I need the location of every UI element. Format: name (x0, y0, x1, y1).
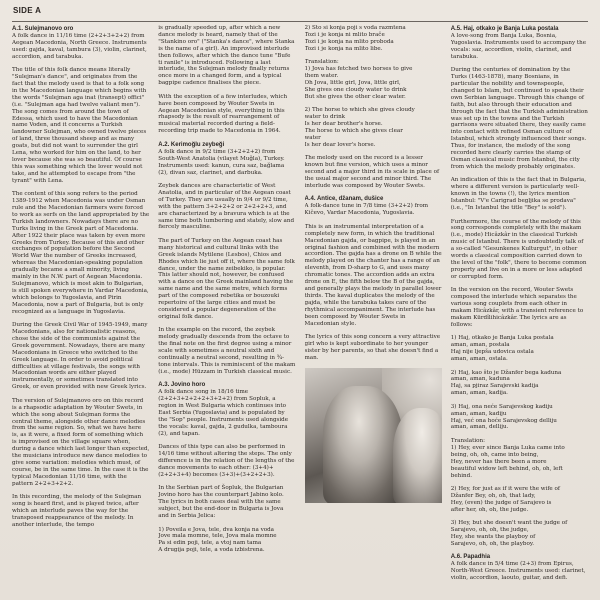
lyric-line: Hey, she wants the playboy of (450, 534, 536, 541)
lyric-line: 3) Haj, ona neće Sarajevskog kadiju (450, 403, 553, 410)
paragraph: In the Serbian part of Šopluk, the Bulgarian Jovino horo has the counterpart Jabino kolo. The lyrics in both cases deal with the same subject, but the end-door in Bulgaria is Jova and in Serbia Jelica: (158, 485, 284, 520)
paragraph: A love-song from Banja Luka, Bosnia, Yugoslavia. Instruments used to accompany the vocals: saz, accordion, violin, clarinet, and tarabuka. (450, 33, 587, 60)
lyric-line: beautiful widow left behind, oh, oh, left (450, 465, 563, 472)
lyric-line: A drugija poji, tele, a voda izbistrena. (158, 547, 265, 554)
paragraph: A folk dance in 9/2 time (3+2+2+2) from South-West Anatolia (vilayet Muğla), Turkey. Instruments used: kanun, cura saz, bağlama (2), divan saz, clarinet, and darbuka. (158, 148, 285, 176)
lyric-line: aman, aman, delliju. (450, 424, 509, 431)
lyric-line: after her, oh, oh, the judge. (450, 506, 529, 513)
lyric-line: water (304, 134, 321, 141)
header-rule (12, 21, 588, 22)
paragraph: The content of this song refers to the period 1389-1912 when Macedonia was under Osman rule and the Macedonian farmers were forced to work as serfs on the land appropriated by the Turkish landowners. Nowadays there are no Turks living in the Greek part of Macedonia. After 1922 their place was taken by even more Greeks from Turkey. Because of this and other exchanges of population before the Second World War the number of Greeks increased, whereas the Macedonian-speaking population gradually became a small minority, living mainly in the N.W. part of Aegean Macedonia. Sulejmanovo, which is most akin to Bulgarian, is still spoken everywhere in Vardar Macedonia, which belongs to Yugoslavia, and Pirin Macedonia, now a part of Bulgaria, but is only recognized as a language in Yugoslavia. (12, 191, 150, 315)
paragraph: A folk dance in 5/4 time (2+3) from Epirus, North-West Greece. Instruments used: clarinet, violin, accordion, laouto, guitar, and defi. (450, 561, 586, 582)
lyrics-verse (305, 66, 442, 101)
text-columns (12, 25, 588, 600)
track-heading-a1: A.1. Sulejmanovo oro (12, 26, 74, 32)
dancers-photo (305, 368, 442, 503)
track-heading-a2: A.2. Kerimoğlu zeybeği (158, 141, 225, 148)
lyric-line: 2) The horse to which she gives cloudy (304, 107, 415, 114)
paragraph: The part of Turkey on the Aegean coast has many historical and cultural links with the Greek islands Mytilene (Lesbos), Chios and Rhodes which lie just off it, where the same folk dance, under the name zeibekiko, is popular. This latter should not, however, be confused with a dance on the Greek mainland having the same name and the same metre, which forms part of the composed rebetika or bouzouki repertoire of the large cities and must be considered a popular degeneration of the original folk dance. (158, 237, 295, 320)
paragraph: The version of Sulejmanovo oro on this record is a rhapsodic adaptation by Wouter Swets, in which the song about Sulejman forms the central theme, alongside other dance melodies from the same region. So, what we have here is, as it were, a fixed form of something which is improvised on the village square when, during a dance which last longer than expected, the musicians introduce new dance melodies to give some variation: melodies which must, of course, be in the same time. In the case it is the typical Macedonian 11/16 time, with the pattern 2+2+3+2+2. (12, 397, 150, 487)
paragraph: The lyrics of this song concern a very attractive girl who is kept subordinate to her younger sister by her parents, so that she doesn't find a man. (304, 334, 441, 361)
lyric-line: Haj nije ljepša udovica ostala (450, 349, 534, 356)
lyric-line: Sarajevo, oh, oh, the playboy. (450, 540, 535, 547)
paragraph: During the centuries of domination by the Turks (1463-1878), many Bosnians, in particular the nobility and townspeople, changed to Islam, but continued to speak their own Serbian language. Through this change of faith, but also through their education and through the fact that the Turkish administration was set up in the towns and the Turkish garrisons were situated there, they easily came into contact with refined Osman culture of Istanbul, which strongly influenced their songs. Thus, for instance, the melody of the song recorded here clearly carries the stamp of Osman classical music from Istanbul, the city from which the melody probably originates. (450, 67, 588, 170)
lyric-line: being, oh, oh, came into being, (450, 451, 539, 458)
lyric-line: them water. (304, 73, 339, 80)
paragraph: During the Greek Civil War of 1945-1949, many Macedonians, also for nationalistic reasons, chose the side of the communists against the Greek government. Nowadays, there are many Macedonians in Greece who switched to the Greek language. In order to avoid political difficulties at village festivals, the songs with Macedonian words are either played instrumentally, or sometimes translated into Greek, or even provided with new Greek lyrics. (12, 322, 148, 391)
lyric-line: Is her dear lover's horse. (304, 141, 376, 148)
paragraph: In the version on the record, Wouter Swets composed the interlude which separates the various song couplets from each other in makam Hicâzkâr, with a transient reference to makam Kürdîlihicâzkâr. The lyrics are as follows: (450, 287, 584, 328)
lyric-line: Tozi i je konja ni mlito brače (304, 31, 385, 38)
lyric-line: 2) Hey, for just as if it were the wife of (450, 486, 560, 492)
lyric-line: The horse to which she gives clear (304, 127, 403, 134)
lyric-line: She gives one cloudy water to drink (304, 86, 407, 93)
photo-figure (323, 386, 403, 503)
lyric-line: 1) Jova has fetched two horses to give (304, 66, 413, 73)
paragraph: Zeybek dances are characteristic of West Anatolia, and in particular of the Aegean coast of Turkey. They are usually in 9/4 or 9/2 time, with the pattern 3+2+2+2 or 2+2+2+3, and are characterized by a bravura which is at the same time both lumbering and stately, slow and fiercely masculine. (158, 183, 295, 231)
lyric-line: Haj, već ona hoće Sarajevskog delliju (450, 417, 557, 424)
lyric-line: 1) Haj, otkako je Banja Luka postala (450, 335, 554, 342)
lyric-line: Tozi i je konja na mlito proboda (304, 38, 394, 45)
lyric-line: Oh Jova, little girl, Jova, little girl, (304, 79, 401, 86)
column-1 (12, 25, 149, 600)
lyric-line: aman, aman, kadija. (450, 390, 508, 397)
lyric-line: Pa si edin poji, tele, a vtoj nam tama (158, 540, 262, 547)
paragraph: This is an instrumental interpretation of a completely new form, in which the traditional Macedonian gajda, or bagpipe, is played in an original fashion and combined with the modern accordion. The gajda has a drone on B while the melody played on the chanter has a range of an eleventh, from D-sharp to G, and uses many chromatic tones. The accordion adds an extra drone on E, the fifth below the B of the gajda, and generally plays the melody in parallel lower thirds. The kaval duplicates the melody of the gajda, while the tarabuka takes care of the rhythmical accompaniment. The interlude has been composed by Wouter Swets in Macedonian style. (304, 223, 442, 327)
lyrics-verse (451, 370, 588, 398)
column-4 (451, 25, 588, 600)
lyric-line: Hey, never has there been a more (450, 458, 547, 465)
side-label: SIDE A (13, 6, 42, 15)
translation-label: Translation: (450, 437, 485, 444)
paragraph: A folk dance in 11/16 time (2+2+3+2+2) from Aegean Macedonia, North Greece. Instruments used: gajda, kaval, tambura (3), violin, clarinet, accordion, and tarabuka. (12, 33, 147, 60)
translation-label: Translation: (304, 59, 339, 66)
lyric-line: behind. (450, 472, 472, 479)
column-2 (158, 25, 295, 600)
lyric-line: aman, aman, ostala. (450, 356, 508, 363)
lyric-line: Tozi i je konja na mlito libe. (304, 45, 383, 52)
column-3 (305, 25, 442, 600)
lyrics-verse (451, 404, 588, 432)
lyric-line: 2) Haj, kao što je Džanfer bega kaduna (450, 369, 562, 376)
paragraph: is gradually speeded up, after which a new dance melody is heard, namely that of the "Stankino oro" ("Stanka's dance", where Stanka is the name of a girl). An improvised interlude then follows, after which the dance tune "Bufe ti ranile" is introduced. Following a last interlude, the Sulejman melody finally returns once more in a changed form, and a typical bagpipe cadence finalises the piece. (158, 25, 295, 87)
lyric-line: Jove mala momne, tele, Jova mala momne (158, 533, 277, 540)
paragraph: A folk dance song in 18/16 time (2+2+3+2+2+2+3+2+2) from Sopluk, a region in West Bulgaria which continues into East Serbia (Yugoslavia) and is populated by the "Sop" people. Instruments used alongside the vocals: kaval, gajda, 2 gudulka, tamboura (2), and tapan. (158, 389, 289, 437)
lyrics-verse (451, 486, 588, 514)
photo-figure (393, 408, 442, 503)
paragraph: In this recording, the melody of the Sulejman song is heard first, and is played twice, after which an interlude paves the way for the transposed reappearance of the melody. In another interlude, the tempo (12, 494, 142, 528)
lyric-line: aman, aman, kaduna (450, 376, 510, 383)
track-heading-a6: A.6. Papadhia (450, 554, 491, 561)
paragraph: With the exception of a few interludes, which have been composed by Wouter Swets in Aegean Macedonian style, everything in this rhapsody is the result of rearrangement of musical material recorded during a field-recording trip made to Macedonia in 1964. (158, 93, 288, 135)
lyric-line: 3) Hey, but she doesn't want the judge of (450, 520, 568, 527)
track-heading-a3: A.3. Jovino horo (158, 382, 206, 389)
lyric-line: Sarajevo, oh, oh, the judge, (450, 527, 529, 534)
lyrics-verse (451, 445, 588, 480)
paragraph: In the example on the record, the zeybek melody gradually descends from the octave to the final note on the first degree using a minor scale with sometimes a neutral sixth and continually a neutral second, resulting in ¾-tone intervals. This is reminiscent of the makam (i.e., mode) Hüzzam in Turkish classical music. (158, 327, 296, 375)
track-heading-a5: A.5. Haj, otkako je Banja Luka postala (450, 26, 559, 32)
lyrics-verse (158, 527, 295, 555)
lyric-line: aman, aman, kadiju (450, 410, 507, 417)
track-heading-a4: A.4. Antice, džanam, dušice (304, 196, 384, 203)
lyric-line: Džanfer Bey, oh, oh, that lady, (450, 492, 536, 499)
lyric-line: 1) Poveila e Jova, tele, dva konja na voda (158, 526, 275, 533)
lyric-line: 1) Hey, ever since Banja Luka came into (450, 444, 565, 451)
paragraph: The melody used on the record is a lesser known but fine version, which uses a minor second and a major third in its scale in place of the usual major second and minor third. The interlude was composed by Wouter Swets. (304, 155, 440, 189)
lyric-line: But she gives the other clear water. (304, 93, 406, 100)
paragraph: A folk-dance tune in 7/8 time (3+2+2) from Kičevo, Vardar Macedonia, Yugoslavia. (304, 203, 428, 217)
lyric-line: Hey, (even) the judge of Sarajevo is (450, 499, 552, 506)
lyric-line: 2) Što si konja poji s voda razmtena (304, 25, 406, 31)
paragraph: Furthermore, the course of the melody of this song corresponds completely with the makam (i.e., mode) Hicâzkâr in the classical Turkish music of Istanbul. There is undoubtedly talk of a so-called "Gesunkenes Kulturgut", in other words a classical composition carried down to the level of the "folk", there to become common property and live on in a more or less adapted or corrupted form. (450, 218, 587, 280)
lyrics-verse (451, 335, 588, 363)
lyric-line: water to drink (304, 114, 346, 121)
paragraph: An indication of this is the fact that in Bulgaria, where a different version is particularly well-known in the towns (!), the lyrics mention Istanbul: "V'e Carigrad begljika se prodava" (i.e., "In Istanbul the title "Bey" is sold"). (450, 177, 587, 212)
paragraph: The title of this folk dance means literally "Sulejman's dance", and originates from the fact that the melody used is that to a folk song in the Macedonian language which begins with the words "Sulejman aga inat (transept) offici" (i.e. "Sulejman aga had twelve valiant men"). The song comes from around the town of Edessa, which used to have the Macedonian name Voden, and it concerns a Turkish landowner Sulejman, who owned twelve pieces of land, three thousand sheep and as many goats, but did not want to surrender the girl Lena, who worked for him on the land, to her lover because she was so beautiful. Of course this was something which the lover would not take, and he attempted to escape from "the tyrant" with Lena. (12, 67, 147, 184)
lyric-line: aman, aman, postala (450, 342, 510, 349)
lyric-line: Haj, sa pjiraz Sarajevski kadija (450, 383, 539, 390)
lyrics-verse (305, 107, 442, 148)
lyrics-verse (451, 520, 588, 548)
lyrics-verse (305, 25, 442, 53)
paragraph: Dances of this type can also be performed in 14/16 time without altering the steps. The only difference is in the relation of the lengths of the dance movements to each other: (3+4)+(2+2+3+4) becomes (3+3)+(3+2+2+3). (158, 444, 295, 478)
lyric-line: Is her dear brother's horse. (304, 121, 383, 128)
